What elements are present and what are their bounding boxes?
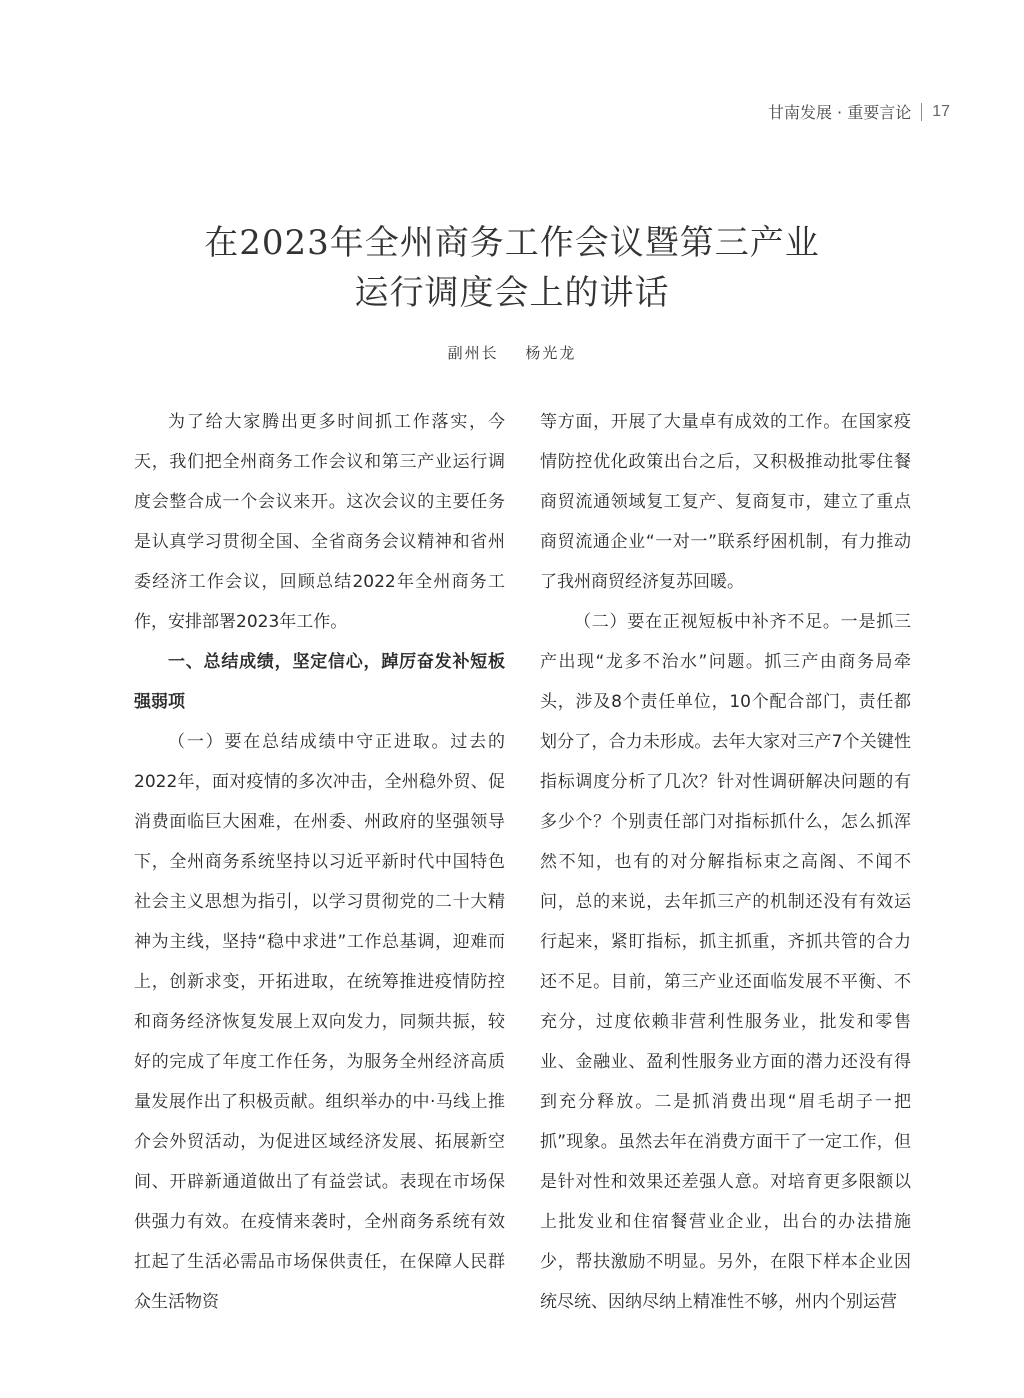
- author-line: [0, 342, 1024, 363]
- right-column: [540, 402, 911, 1322]
- article-title: [0, 218, 1024, 318]
- running-header: [768, 100, 950, 123]
- section-label: 甘南发展 · 重要言论: [767, 103, 912, 122]
- page-number: 17: [932, 102, 950, 120]
- paragraph-continued: 等方面，开展了大量卓有成效的工作。在国家疫情防控优化政策出台之后，又积极推动批零住餐商贸流通领域复工复产、复商复市，建立了重点商贸流通企业“一对一”联系纾困机制，有力推动了我州商贸经济复苏回暖。: [540, 412, 911, 592]
- title-line-2: 运行调度会上的讲话: [354, 273, 670, 313]
- paragraph-shortcomings: （二）要在正视短板中补齐不足。一是抓三产出现“龙多不治水”问题。抓三产由商务局牵头，涉及8个责任单位，10个配合部门，责任都划分了，合力未形成。去年大家对三产7个关键性指标调度分析了几次？针对性调研解决问题的有多少个？个别责任部门对指标抓什么，怎么抓浑然不知，也有的对分解指标束之高阁、不闻不问，总的来说，去年抓三产的机制还没有有效运行起来，紧盯指标，抓主抓重，齐抓共管的合力还不足。目前，第三产业还面临发展不平衡、不充分，过度依赖非营利性服务业，批发和零售业、金融业、盈利性服务业方面的潜力还没有得到充分释放。二是抓消费出现“眉毛胡子一把抓”现象。虽然去年在消费方面干了一定工作，但是针对性和效果还差强人意。对培育更多限额以上批发业和住宿餐营业企业，出台的办法措施少，帮扶激励不明显。另外，在限下样本企业因统尽统、因纳尽纳上精准性不够，州内个别运营: [540, 612, 911, 1312]
- author-role: 副州长: [447, 344, 499, 362]
- section-heading: 一、总结成绩，坚定信心，踔厉奋发补短板强弱项: [134, 652, 505, 712]
- author-name: 杨光龙: [525, 344, 577, 362]
- left-column: [134, 402, 505, 1322]
- title-line-1: 在2023年全州商务工作会议暨第三产业: [204, 223, 820, 263]
- header-divider: [921, 103, 922, 121]
- paragraph-intro: 为了给大家腾出更多时间抓工作落实，今天，我们把全州商务工作会议和第三产业运行调度会整合成一个会议来开。这次会议的主要任务是认真学习贯彻全国、全省商务会议精神和省州委经济工作会议，回顾总结2022年全州商务工作，安排部署2023年工作。: [134, 412, 505, 632]
- paragraph-achievements: （一）要在总结成绩中守正进取。过去的2022年，面对疫情的多次冲击，全州稳外贸、促消费面临巨大困难，在州委、州政府的坚强领导下，全州商务系统坚持以习近平新时代中国特色社会主义思想为指引，以学习贯彻党的二十大精神为主线，坚持“稳中求进”工作总基调，迎难而上，创新求变，开拓进取，在统筹推进疫情防控和商务经济恢复发展上双向发力，同频共振，较好的完成了年度工作任务，为服务全州经济高质量发展作出了积极贡献。组织举办的中·马线上推介会外贸活动，为促进区域经济发展、拓展新空间、开辟新通道做出了有益尝试。表现在市场保供强力有效。在疫情来袭时，全州商务系统有效扛起了生活必需品市场保供责任，在保障人民群众生活物资: [134, 732, 505, 1312]
